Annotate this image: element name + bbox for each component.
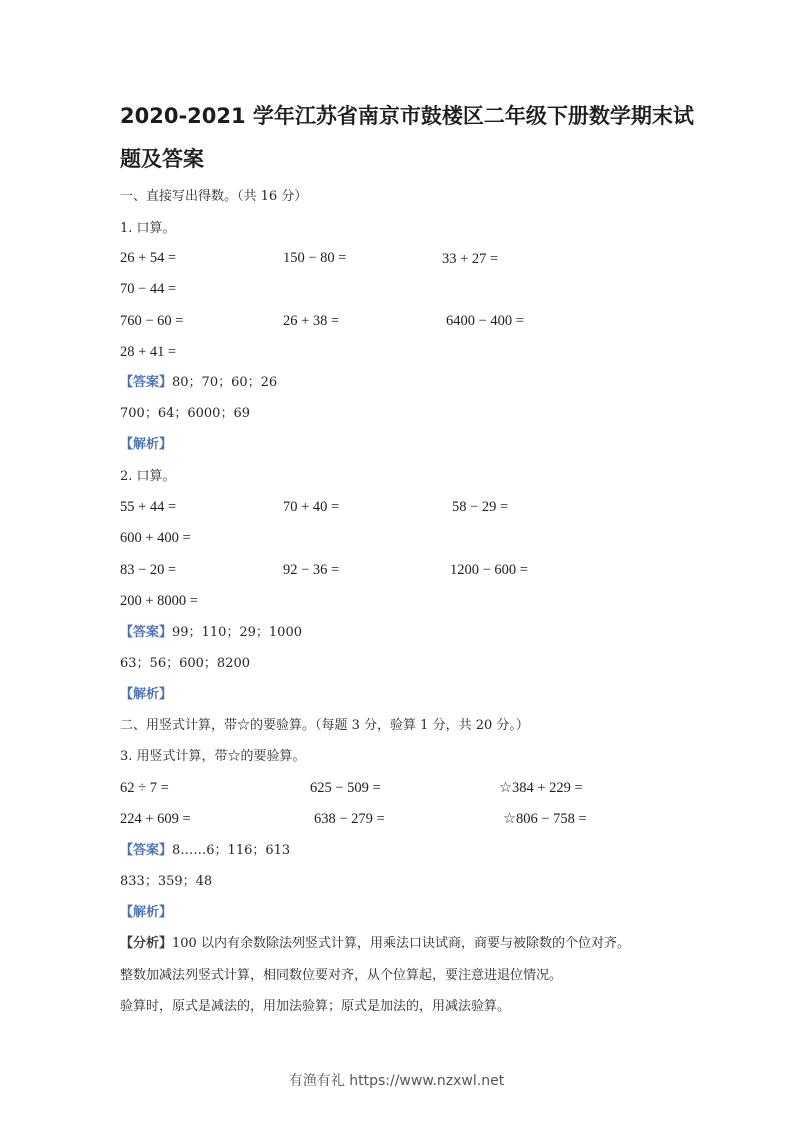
q3-answer-line-2: 833；359；48 bbox=[120, 874, 213, 889]
q2-expression: 58 − 29 = bbox=[452, 499, 509, 515]
document-title-line-2: 题及答案 bbox=[120, 147, 204, 171]
section-2-heading: 二、用竖式计算，带☆的要验算。（每题 3 分，验算 1 分，共 20 分。） bbox=[120, 718, 529, 733]
q3-label: 3. 用竖式计算，带☆的要验算。 bbox=[120, 749, 306, 764]
q1-answer bbox=[120, 374, 277, 392]
q2-label: 2. 口算。 bbox=[120, 469, 176, 484]
q1-expression: 70 − 44 = bbox=[120, 281, 177, 297]
q3-expression: ☆384 + 229 = bbox=[499, 780, 583, 796]
answer-tag: 【答案】 bbox=[120, 625, 173, 640]
answer-tag: 【答案】 bbox=[120, 375, 173, 390]
q1-expression: 150 − 80 = bbox=[283, 250, 347, 266]
q1-answer-line-1: 80；70；60；26 bbox=[172, 375, 278, 390]
q2-analysis-tag: 【解析】 bbox=[120, 687, 173, 702]
footer-watermark-link[interactable]: 有渔有礼 https://www.nzxwl.net bbox=[288, 1073, 505, 1089]
q1-expression: 26 + 38 = bbox=[283, 313, 340, 329]
q1-answer-line-2: 700；64；6000；69 bbox=[120, 406, 250, 421]
q2-expression: 55 + 44 = bbox=[120, 499, 177, 515]
q1-analysis-tag: 【解析】 bbox=[120, 437, 173, 452]
q1-expression: 760 − 60 = bbox=[120, 313, 184, 329]
q3-note-line-2: 整数加减法列竖式计算，相同数位要对齐，从个位算起，要注意进退位情况。 bbox=[120, 968, 563, 983]
q2-answer-line-1: 99；110；29；1000 bbox=[172, 625, 302, 640]
q2-expression: 92 − 36 = bbox=[283, 562, 340, 578]
q2-expression: 1200 − 600 = bbox=[450, 562, 528, 578]
q3-analysis-text: 100 以内有余数除法列竖式计算，用乘法口诀试商，商要与被除数的个位对齐。 bbox=[172, 936, 630, 951]
q3-analysis bbox=[120, 935, 630, 953]
analysis-bracket-tag: 【分析】 bbox=[120, 936, 173, 951]
q2-answer bbox=[120, 624, 302, 642]
q1-expression: 6400 − 400 = bbox=[446, 313, 524, 329]
q2-expression: 200 + 8000 = bbox=[120, 593, 198, 609]
q3-note-line-3: 验算时，原式是减法的，用加法验算；原式是加法的，用减法验算。 bbox=[120, 999, 511, 1014]
document-title-line-1: 2020-2021 学年江苏省南京市鼓楼区二年级下册数学期末试 bbox=[120, 104, 694, 128]
q3-expression: 625 − 509 = bbox=[310, 780, 381, 796]
q1-label: 1. 口算。 bbox=[120, 221, 176, 236]
q3-answer bbox=[120, 842, 290, 860]
q3-expression: 62 ÷ 7 = bbox=[120, 780, 169, 796]
q1-expression: 28 + 41 = bbox=[120, 344, 177, 360]
q3-expression: ☆806 − 758 = bbox=[503, 811, 587, 827]
q2-expression: 83 − 20 = bbox=[120, 562, 177, 578]
section-1-heading: 一、直接写出得数。（共 16 分） bbox=[120, 189, 308, 204]
answer-tag: 【答案】 bbox=[120, 843, 173, 858]
q3-expression: 638 − 279 = bbox=[314, 811, 385, 827]
q2-answer-line-2: 63；56；600；8200 bbox=[120, 656, 250, 671]
q2-expression: 600 + 400 = bbox=[120, 530, 191, 546]
q2-expression: 70 + 40 = bbox=[283, 499, 340, 515]
q3-analysis-tag: 【解析】 bbox=[120, 905, 173, 920]
q3-answer-line-1: 8……6；116；613 bbox=[172, 843, 291, 858]
q1-expression: 33 + 27 = bbox=[442, 251, 499, 267]
q1-expression: 26 + 54 = bbox=[120, 250, 177, 266]
q3-expression: 224 + 609 = bbox=[120, 811, 191, 827]
